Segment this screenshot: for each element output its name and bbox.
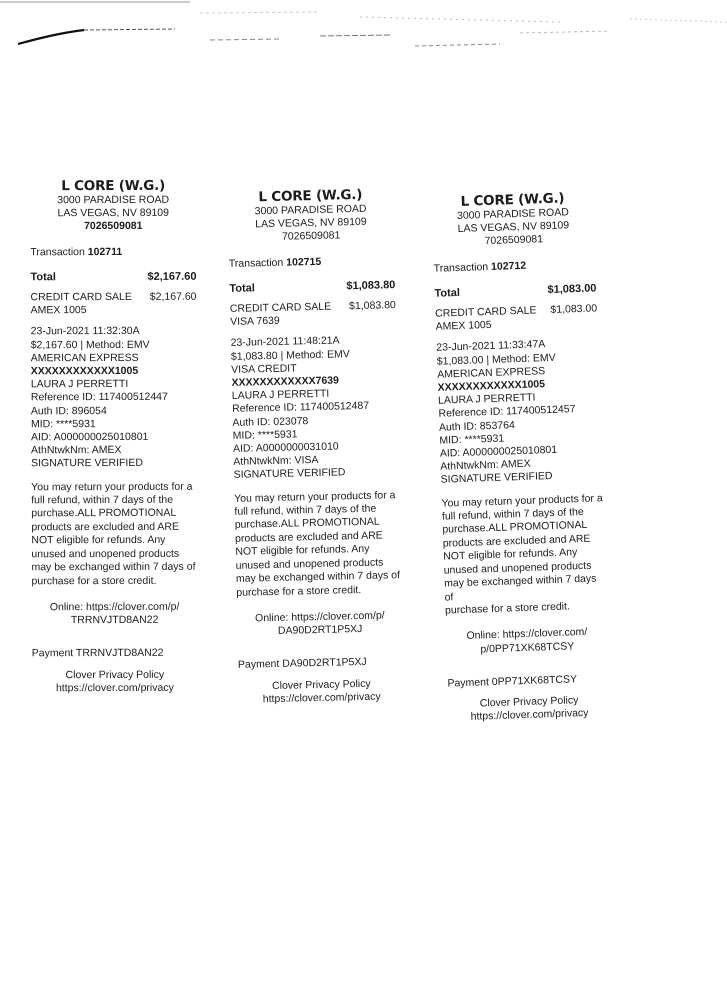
total-row — [434, 282, 596, 301]
privacy-url: https://clover.com/privacy — [55, 681, 174, 694]
cardholder: LAURA J PERRETTI — [30, 378, 129, 391]
privacy-policy — [238, 677, 405, 707]
card-brand: VISA CREDIT — [231, 362, 297, 376]
online-link — [237, 609, 404, 639]
verification: SIGNATURE VERIFIED — [440, 470, 553, 487]
transaction-label: Transaction — [228, 256, 284, 270]
online-line: Online: https://clover.com/p/ — [254, 609, 385, 625]
amount-method: $1,083.80 | Method: EMV — [230, 347, 350, 363]
amount-method: $1,083.00 | Method: EMV — [436, 351, 556, 368]
verification: SIGNATURE VERIFIED — [233, 466, 346, 482]
mid: MID: ****5931 — [30, 417, 96, 431]
online-line: Online: https://clover.com/ — [466, 626, 588, 643]
store-address-line1: 3000 PARADISE ROAD — [254, 202, 367, 218]
transaction-line — [30, 245, 196, 259]
store-address-line1: 3000 PARADISE ROAD — [456, 206, 570, 222]
policy-line: full refund, within 7 days of the — [234, 502, 377, 518]
auth-id: Auth ID: 853764 — [438, 418, 516, 434]
total-label: Total — [229, 282, 255, 295]
policy-line: purchase for a store credit. — [31, 574, 157, 587]
policy-line: purchase for a store credit. — [444, 600, 571, 617]
sale-amount: $2,167.60 — [149, 290, 197, 303]
payment-id: Payment TRRNVJTD8AN22 — [31, 647, 164, 660]
verification: SIGNATURE VERIFIED — [31, 457, 143, 470]
store-address-line2: LAS VEGAS, NV 89109 — [457, 219, 570, 236]
online-line: p/0PP71XK68TCSY — [480, 639, 575, 655]
policy-line: purchase.ALL PROMOTIONAL — [31, 507, 177, 520]
store-address-line2: LAS VEGAS, NV 89109 — [57, 207, 169, 220]
network-name: AthNtwkNm: AMEX — [31, 444, 122, 457]
card-line: VISA 7639 — [230, 315, 280, 329]
transaction-line — [229, 254, 395, 271]
aid: AID: A000000025010801 — [30, 430, 149, 444]
policy-line: products are excluded and ARE — [31, 520, 180, 534]
total-amount: $1,083.80 — [346, 278, 396, 293]
store-phone: 7026509081 — [484, 233, 544, 248]
card-brand: AMERICAN EXPRESS — [437, 364, 546, 381]
card-line: AMEX 1005 — [30, 304, 87, 317]
store-address-line1: 3000 PARADISE ROAD — [57, 193, 170, 207]
policy-line: purchase for a store credit. — [236, 583, 362, 599]
total-amount: $2,167.60 — [147, 270, 197, 283]
payment-id: Payment DA90D2RT1P5XJ — [237, 656, 367, 672]
policy-line: may be exchanged within 7 days of — [443, 572, 597, 604]
sale-label: CREDIT CARD SALE — [435, 304, 537, 320]
auth-id: Auth ID: 023078 — [232, 414, 309, 429]
sale-label: CREDIT CARD SALE — [30, 290, 132, 304]
reference-id: Reference ID: 117400512457 — [438, 403, 576, 421]
online-line: TRRNVJTD8AN22 — [70, 613, 159, 627]
privacy-url: https://clover.com/privacy — [470, 707, 589, 723]
amount-method: $2,167.60 | Method: EMV — [30, 338, 150, 351]
scan-artifacts — [0, 0, 727, 60]
policy-line: NOT eligible for refunds. Any — [443, 546, 578, 563]
sale-row — [30, 291, 196, 305]
card-brand-number — [231, 360, 398, 390]
datetime: 23-Jun-2021 11:48:21A — [230, 334, 340, 350]
online-link — [446, 626, 609, 658]
total-label: Total — [434, 286, 461, 300]
total-amount: $1,083.00 — [547, 282, 597, 296]
policy-line: purchase.ALL PROMOTIONAL — [234, 516, 380, 532]
card-number: XXXXXXXXXXXX1005 — [30, 364, 139, 378]
mid: MID: ****5931 — [439, 432, 505, 447]
privacy-title: Clover Privacy Policy — [271, 677, 371, 692]
receipt-3 — [431, 189, 610, 724]
receipt-1 — [30, 178, 198, 695]
privacy-policy — [448, 693, 611, 725]
reference-id: Reference ID: 117400512487 — [231, 400, 370, 416]
policy-line: full refund, within 7 days of the — [31, 493, 174, 507]
card-brand: AMERICAN EXPRESS — [30, 351, 139, 365]
sale-label: CREDIT CARD SALE — [229, 300, 332, 315]
card-number: XXXXXXXXXXXX1005 — [437, 378, 546, 394]
aid: AID: A000000025010801 — [439, 443, 558, 460]
network-name: AthNtwkNm: VISA — [233, 454, 319, 469]
receipt-2 — [227, 186, 405, 707]
policy-line: unused and unopened products — [31, 547, 180, 560]
policy-line: full refund, within 7 days of the — [441, 506, 584, 523]
policy-line: You may return your products for a — [234, 488, 396, 505]
transaction-label: Transaction — [30, 245, 85, 258]
transaction-label: Transaction — [433, 260, 489, 275]
datetime: 23-Jun-2021 11:33:47A — [436, 338, 546, 355]
return-policy — [234, 489, 402, 600]
total-row — [30, 271, 196, 285]
mid: MID: ****5931 — [232, 428, 298, 442]
policy-line: may be exchanged within 7 days of — [235, 569, 401, 585]
transaction-number: 102712 — [490, 259, 527, 273]
reference-id: Reference ID: 117400512447 — [30, 391, 168, 404]
total-row — [229, 279, 395, 296]
online-link — [32, 601, 198, 628]
network-name: AthNtwkNm: AMEX — [440, 457, 531, 473]
store-name: L CORE (W.G.) — [460, 190, 565, 210]
policy-line: may be exchanged within 7 days of — [31, 560, 196, 574]
policy-line: NOT eligible for refunds. Any — [235, 543, 370, 559]
transaction-number: 102711 — [87, 245, 123, 258]
card-number: XXXXXXXXXXXX7639 — [231, 374, 340, 389]
policy-line: purchase.ALL PROMOTIONAL — [442, 519, 588, 537]
return-policy — [441, 492, 607, 618]
return-policy — [31, 480, 197, 588]
transaction-number: 102715 — [286, 255, 322, 269]
cardholder: LAURA J PERRETTI — [231, 387, 330, 403]
card-line: AMEX 1005 — [435, 319, 492, 333]
store-phone: 7026509081 — [84, 220, 143, 233]
store-address-line2: LAS VEGAS, NV 89109 — [255, 215, 367, 231]
cardholder: LAURA J PERRETTI — [437, 391, 536, 407]
aid: AID: A0000000031010 — [232, 440, 339, 455]
privacy-policy — [32, 668, 198, 695]
store-name: L CORE (W.G.) — [258, 186, 363, 206]
payment-id: Payment 0PP71XK68TCSY — [447, 672, 578, 690]
sale-amount: $1,083.80 — [348, 299, 396, 313]
store-phone: 7026509081 — [281, 229, 341, 244]
policy-line: You may return your products for a — [31, 480, 193, 493]
store-name: L CORE (W.G.) — [61, 177, 166, 195]
privacy-title: Clover Privacy Policy — [479, 694, 579, 710]
online-line: Online: https://clover.com/p/ — [49, 600, 180, 614]
transaction-line — [433, 257, 595, 276]
online-line: DA90D2RT1P5XJ — [277, 623, 363, 638]
privacy-title: Clover Privacy Policy — [65, 668, 165, 681]
policy-line: unused and unopened products — [443, 559, 592, 577]
sale-amount: $1,083.00 — [550, 302, 598, 316]
total-label: Total — [30, 271, 56, 284]
auth-id: Auth ID: 896054 — [30, 404, 107, 417]
policy-line: unused and unopened products — [235, 556, 384, 572]
policy-line: products are excluded and ARE — [442, 532, 591, 550]
policy-line: NOT eligible for refunds. Any — [31, 534, 166, 547]
policy-line: You may return your products for a — [441, 491, 603, 510]
policy-line: products are excluded and ARE — [234, 529, 383, 545]
privacy-url: https://clover.com/privacy — [262, 690, 381, 705]
datetime: 23-Jun-2021 11:32:30A — [30, 325, 140, 338]
